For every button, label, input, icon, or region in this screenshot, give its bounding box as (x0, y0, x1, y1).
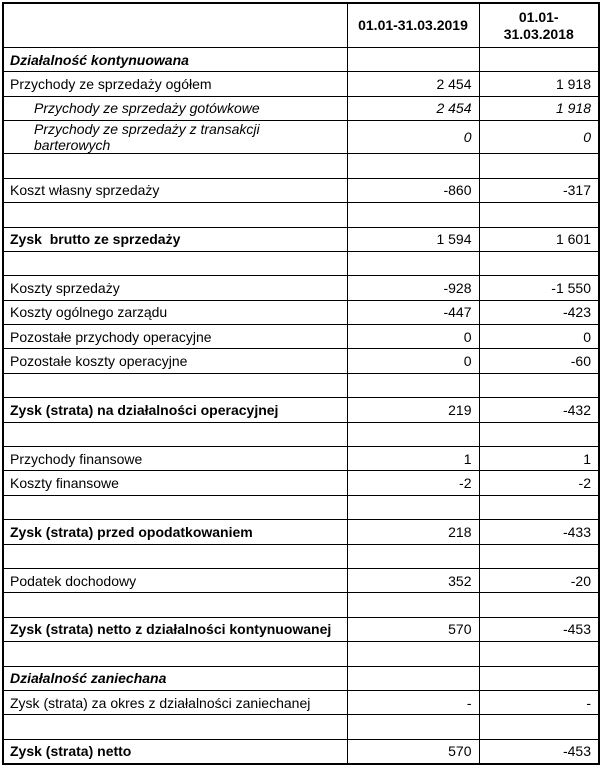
value-2019-cell: 1 594 (347, 227, 479, 251)
period-2018-header: 01.01-31.03.2018 (479, 3, 599, 48)
value-2018-cell (479, 48, 599, 72)
table-row (3, 227, 599, 251)
value-2018-cell: -1 550 (479, 276, 599, 300)
table-row (3, 121, 599, 154)
row-label-cell (3, 154, 347, 178)
row-label-cell: Zysk brutto ze sprzedaży (3, 227, 347, 251)
table-row (3, 520, 599, 544)
value-2019-cell (347, 251, 479, 275)
value-2018-cell (479, 203, 599, 227)
value-2019-cell: 218 (347, 520, 479, 544)
row-label-cell (3, 593, 347, 617)
corner-header-cell (3, 3, 347, 48)
value-2019-cell (347, 203, 479, 227)
table-row (3, 447, 599, 471)
table-row (3, 593, 599, 617)
table-row (3, 569, 599, 593)
value-2018-cell (479, 373, 599, 397)
value-2018-cell: 1 601 (479, 227, 599, 251)
row-label-cell (3, 203, 347, 227)
row-label-cell (3, 373, 347, 397)
value-2019-cell (347, 593, 479, 617)
value-2019-cell: 0 (347, 349, 479, 373)
value-2018-cell: 0 (479, 325, 599, 349)
value-2019-cell: 570 (347, 617, 479, 641)
row-label-cell: Koszt własny sprzedaży (3, 178, 347, 202)
header-row (3, 3, 599, 48)
value-2018-cell (479, 593, 599, 617)
value-2018-cell: - (479, 690, 599, 714)
value-2019-cell (347, 154, 479, 178)
row-label-cell: Zysk (strata) przed opodatkowaniem (3, 520, 347, 544)
row-label-cell: Koszty finansowe (3, 471, 347, 495)
value-2018-cell: -433 (479, 520, 599, 544)
value-2019-cell (347, 373, 479, 397)
table-row (3, 471, 599, 495)
table-row (3, 715, 599, 739)
table-row (3, 154, 599, 178)
value-2018-cell (479, 666, 599, 690)
value-2018-cell: 1 918 (479, 96, 599, 120)
row-label-cell (3, 495, 347, 519)
value-2019-cell: 0 (347, 121, 479, 154)
value-2019-cell (347, 495, 479, 519)
row-label-cell: Pozostałe przychody operacyjne (3, 325, 347, 349)
row-label-cell: Koszty ogólnego zarządu (3, 300, 347, 324)
value-2019-cell (347, 48, 479, 72)
table-row (3, 422, 599, 446)
table-row (3, 325, 599, 349)
row-label-cell: Podatek dochodowy (3, 569, 347, 593)
value-2018-cell: -317 (479, 178, 599, 202)
table-body (3, 48, 599, 765)
row-label-cell: Działalność kontynuowana (3, 48, 347, 72)
row-label-cell (3, 251, 347, 275)
value-2018-cell (479, 715, 599, 739)
row-label-cell (3, 544, 347, 568)
value-2019-cell: 352 (347, 569, 479, 593)
table-row (3, 96, 599, 120)
table-row (3, 373, 599, 397)
row-label-cell: Przychody ze sprzedaży gotówkowe (3, 96, 347, 120)
value-2018-cell (479, 642, 599, 666)
row-label-cell: Zysk (strata) netto (3, 739, 347, 764)
row-label-cell: Przychody finansowe (3, 447, 347, 471)
value-2018-cell (479, 422, 599, 446)
table-row (3, 48, 599, 72)
row-label-cell: Koszty sprzedaży (3, 276, 347, 300)
value-2019-cell: 2 454 (347, 72, 479, 96)
row-label-cell: Działalność zaniechana (3, 666, 347, 690)
value-2018-cell: -453 (479, 617, 599, 641)
value-2019-cell: - (347, 690, 479, 714)
table-row (3, 544, 599, 568)
row-label-cell (3, 715, 347, 739)
row-label-cell: Pozostałe koszty operacyjne (3, 349, 347, 373)
row-label-cell: Zysk (strata) za okres z działalności zaniechanej (3, 690, 347, 714)
value-2018-cell: -423 (479, 300, 599, 324)
row-label-cell (3, 642, 347, 666)
value-2019-cell: 1 (347, 447, 479, 471)
value-2018-cell (479, 544, 599, 568)
table-row (3, 203, 599, 227)
table-row (3, 349, 599, 373)
table-row (3, 617, 599, 641)
income-statement-table (2, 2, 600, 765)
value-2018-cell: -20 (479, 569, 599, 593)
value-2019-cell (347, 422, 479, 446)
value-2018-cell: 0 (479, 121, 599, 154)
value-2019-cell (347, 666, 479, 690)
table-row (3, 276, 599, 300)
table-row (3, 739, 599, 764)
value-2018-cell: 1 918 (479, 72, 599, 96)
value-2018-cell (479, 251, 599, 275)
value-2019-cell: 219 (347, 398, 479, 422)
value-2019-cell: -2 (347, 471, 479, 495)
value-2018-cell: -432 (479, 398, 599, 422)
value-2019-cell (347, 544, 479, 568)
value-2019-cell: 570 (347, 739, 479, 764)
row-label-cell: Przychody ze sprzedaży ogółem (3, 72, 347, 96)
table-row (3, 642, 599, 666)
table-row (3, 72, 599, 96)
table-row (3, 251, 599, 275)
value-2019-cell: -860 (347, 178, 479, 202)
period-2019-header: 01.01-31.03.2019 (347, 3, 479, 48)
table-row (3, 666, 599, 690)
row-label-cell (3, 422, 347, 446)
table-row (3, 495, 599, 519)
value-2019-cell: -447 (347, 300, 479, 324)
row-label-cell: Przychody ze sprzedaży z transakcji barterowych (3, 121, 347, 154)
value-2019-cell: 2 454 (347, 96, 479, 120)
table-row (3, 178, 599, 202)
table-row (3, 690, 599, 714)
value-2018-cell: 1 (479, 447, 599, 471)
value-2019-cell (347, 715, 479, 739)
value-2018-cell: -453 (479, 739, 599, 764)
value-2018-cell (479, 154, 599, 178)
table-row (3, 300, 599, 324)
row-label-cell: Zysk (strata) na działalności operacyjnej (3, 398, 347, 422)
value-2018-cell: -2 (479, 471, 599, 495)
financial-statement (2, 2, 600, 765)
value-2018-cell (479, 495, 599, 519)
table-row (3, 398, 599, 422)
value-2019-cell: 0 (347, 325, 479, 349)
row-label-cell: Zysk (strata) netto z działalności kontynuowanej (3, 617, 347, 641)
value-2019-cell (347, 642, 479, 666)
value-2018-cell: -60 (479, 349, 599, 373)
value-2019-cell: -928 (347, 276, 479, 300)
